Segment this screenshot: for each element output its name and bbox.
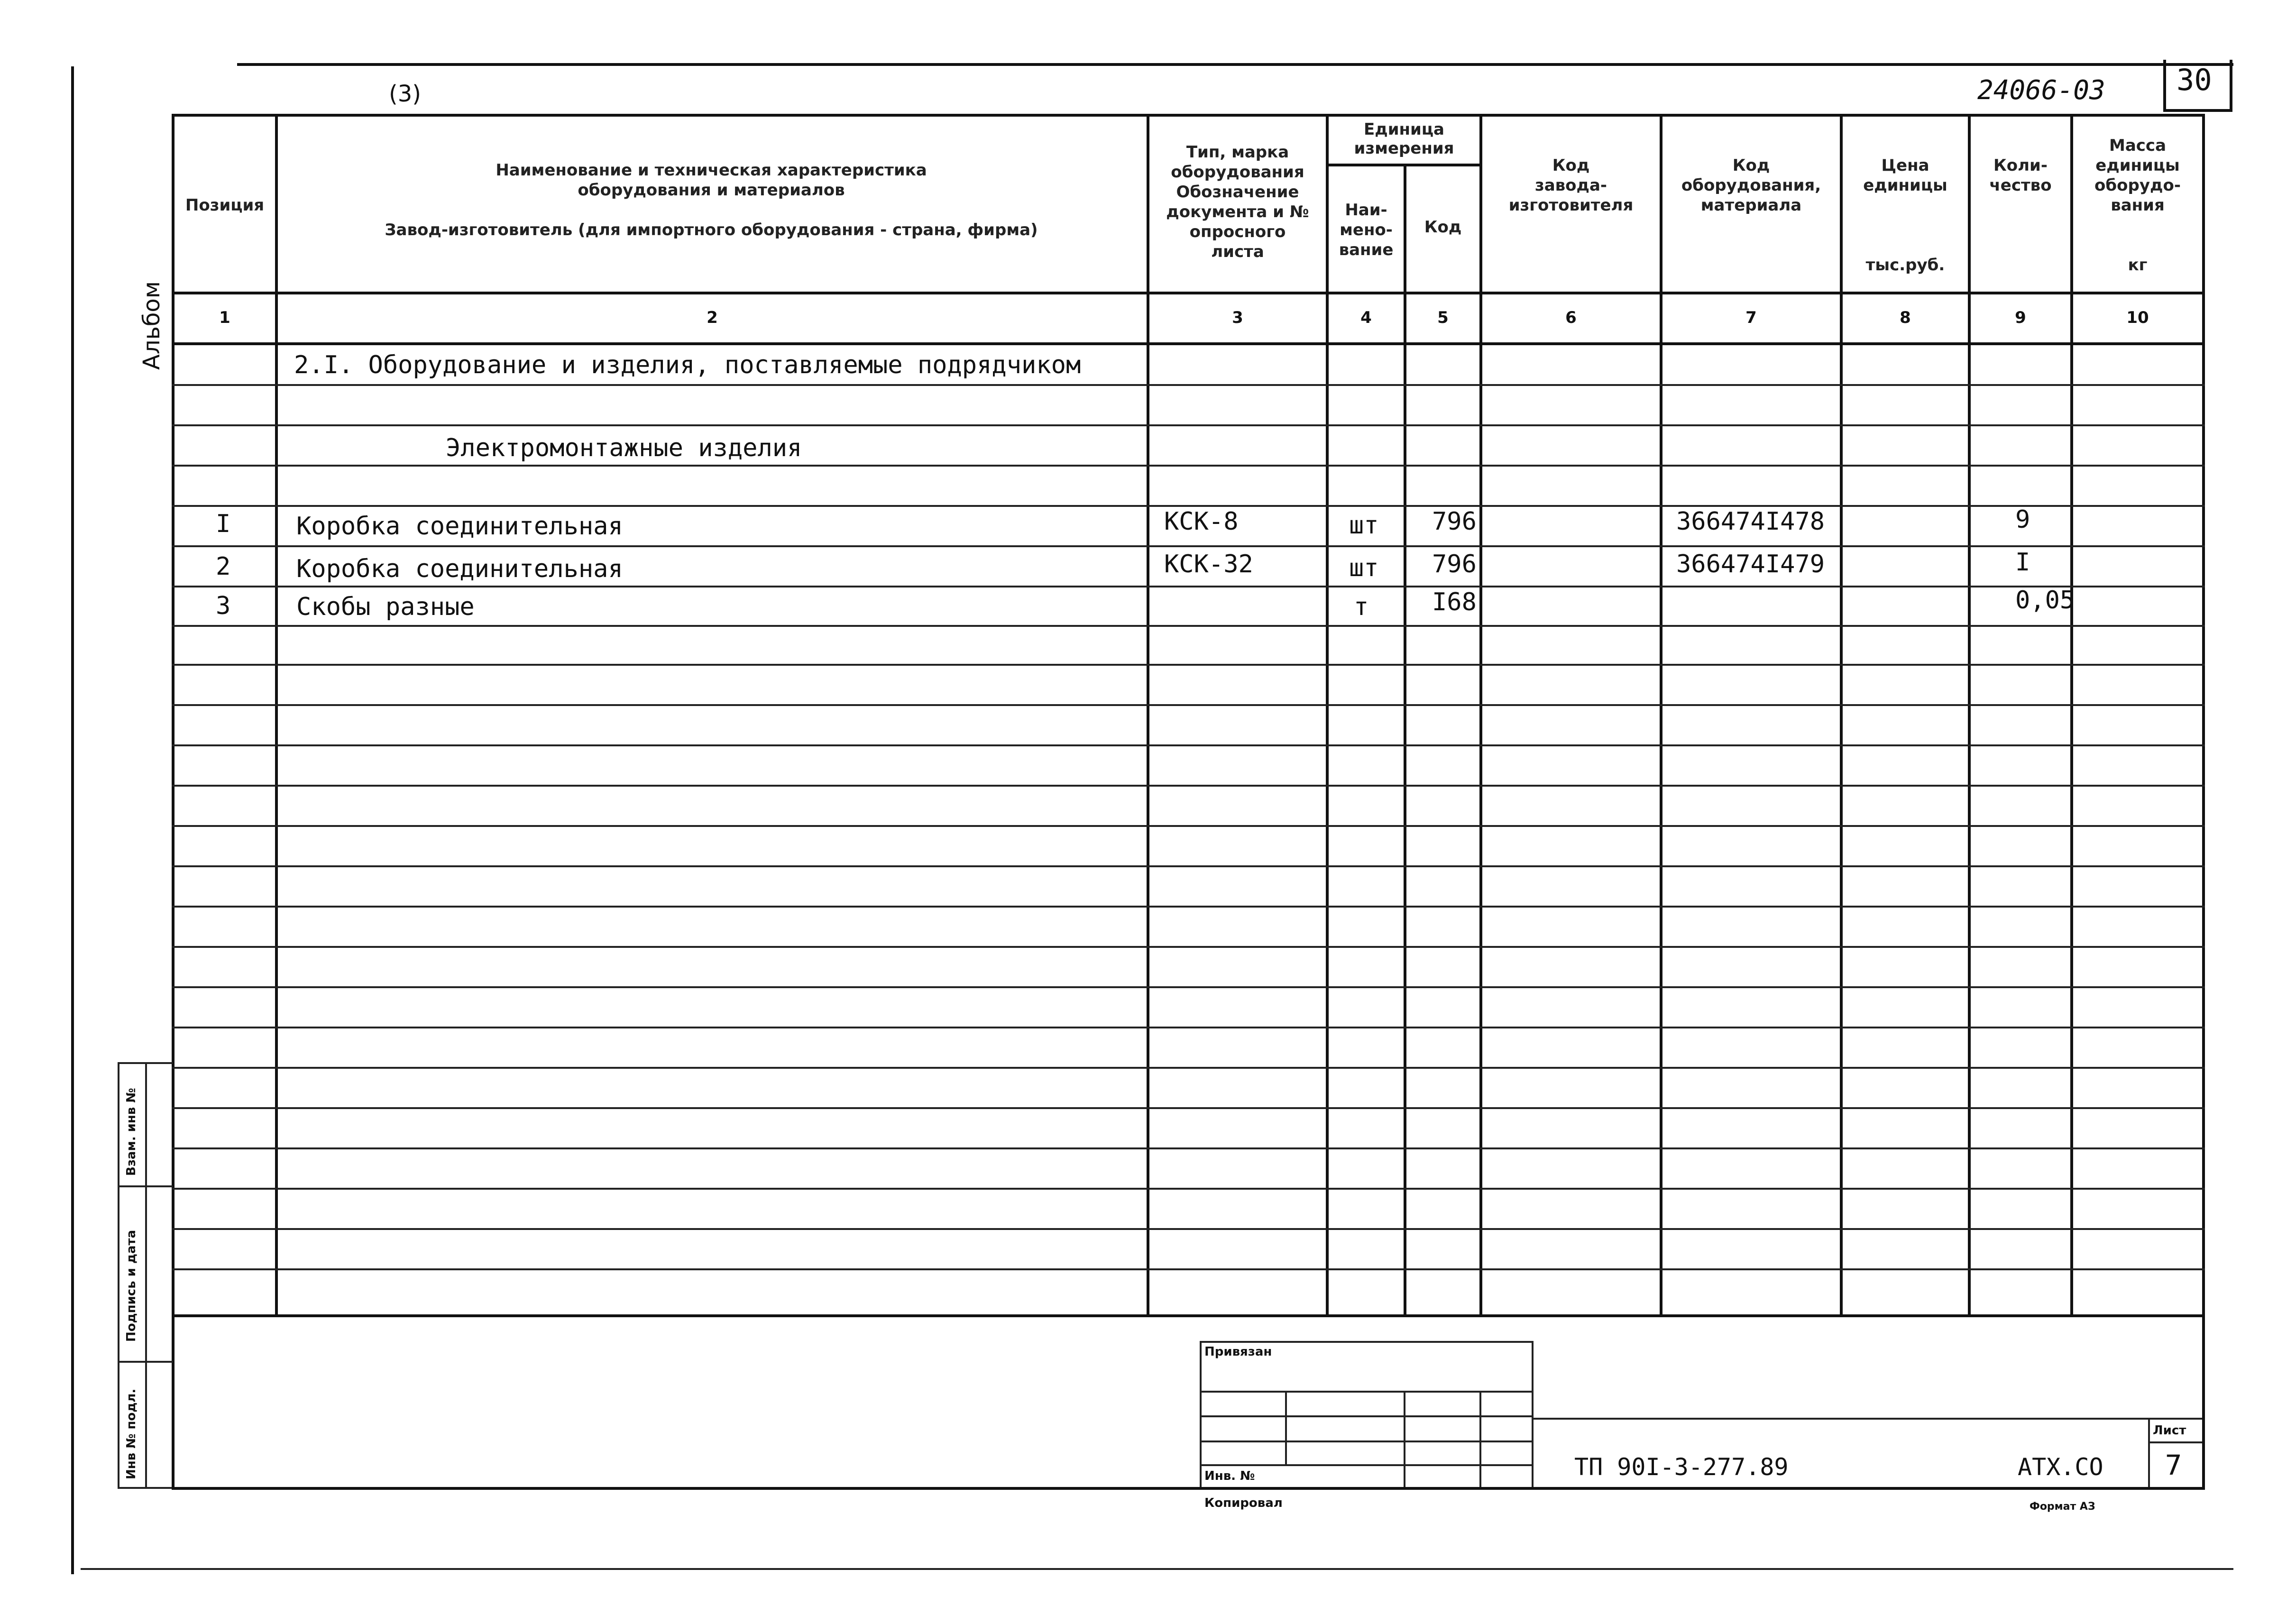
header-type-l2: оборудования xyxy=(1171,163,1304,182)
item2-code: 366474I479 xyxy=(1676,550,1825,578)
header-type-l5: опросного xyxy=(1189,222,1286,241)
table-row-line xyxy=(172,906,2205,908)
page-box-bottom xyxy=(2163,109,2232,112)
header-type-l1: Тип, марка xyxy=(1186,143,1289,162)
header-factory-l3: изготовителя xyxy=(1508,196,1634,215)
colnum-1: 1 xyxy=(219,308,230,327)
colnum-6: 6 xyxy=(1565,308,1577,327)
stamp-a-c3 xyxy=(1479,1391,1481,1487)
table-row-line xyxy=(172,586,2205,587)
table-row-line xyxy=(172,625,2205,627)
table-row-line xyxy=(172,986,2205,988)
margin-bottom xyxy=(118,1487,173,1489)
margin-vzam: Взам. инв № xyxy=(124,1088,138,1176)
item2-name: Коробка соединительная xyxy=(296,555,623,583)
item1-code: 366474I478 xyxy=(1676,507,1825,536)
header-name-line2: оборудования и материалов xyxy=(578,181,845,200)
col-div-5 xyxy=(1479,114,1482,1314)
table-row-line xyxy=(172,465,2205,467)
table-row-line xyxy=(172,825,2205,827)
item3-qty: 0,05 xyxy=(2015,586,2075,615)
header-mass-l3: оборудо- xyxy=(2094,176,2181,195)
table-header-bottom xyxy=(172,292,2205,294)
col-div-8 xyxy=(1968,114,1971,1314)
header-price-unit: тыс.руб. xyxy=(1865,256,1945,275)
header-name-line1: Наименование и техническая характеристика xyxy=(496,161,927,180)
header-mass-l2: единицы xyxy=(2095,156,2180,175)
header-position: Позиция xyxy=(185,196,265,215)
stamp-inv-no: Инв. № xyxy=(1204,1469,1255,1483)
col-div-7 xyxy=(1840,114,1843,1314)
section-title: 2.I. Оборудование и изделия, поставляемые подрядчиком xyxy=(294,351,1081,379)
stamp-sheet-mid xyxy=(2148,1441,2202,1443)
stamp-sheet-label: Лист xyxy=(2153,1423,2186,1438)
colnum-2: 2 xyxy=(707,308,718,327)
table-right xyxy=(2202,114,2205,1489)
stamp-a-r1 xyxy=(1200,1391,1534,1393)
stamp-a-top xyxy=(1200,1341,1534,1343)
item3-name: Скобы разные xyxy=(296,593,475,621)
item1-unit: шт xyxy=(1349,511,1379,540)
header-unit-l1: Единица xyxy=(1364,120,1444,139)
header-factory-l2: завода- xyxy=(1534,176,1607,195)
header-unitname-l3: вание xyxy=(1339,240,1394,259)
colnum-7: 7 xyxy=(1745,308,1757,327)
table-row-line xyxy=(172,1228,2205,1230)
item2-unit: шт xyxy=(1349,554,1379,582)
table-row-line xyxy=(172,1027,2205,1028)
item3-unit: т xyxy=(1354,593,1369,621)
header-qty-l2: чество xyxy=(1989,176,2052,195)
table-top xyxy=(172,114,2205,117)
header-mass-l1: Масса xyxy=(2109,136,2167,155)
group-title: Электромонтажные изделия xyxy=(446,434,802,462)
header-unitcode: Код xyxy=(1424,218,1462,237)
col-div-1 xyxy=(275,114,278,1314)
page-box-left xyxy=(2163,60,2166,112)
margin-col-left xyxy=(118,1062,119,1489)
stamp-sheet-no: 7 xyxy=(2165,1449,2182,1481)
header-name-line3: Завод-изготовитель (для импортного оборудования - страна, фирма) xyxy=(385,220,1038,239)
table-bottom xyxy=(172,1314,2205,1317)
header-factory-l1: Код xyxy=(1552,156,1590,175)
header-unitname-l2: мено- xyxy=(1340,220,1393,239)
page-box-right xyxy=(2230,60,2232,112)
table-row-line xyxy=(172,1268,2205,1270)
table-row-line xyxy=(172,744,2205,746)
margin-col-mid xyxy=(145,1062,147,1489)
stamp-sheet-left xyxy=(2148,1418,2150,1487)
outer-left-line xyxy=(71,66,74,1574)
header-code-l1: Код xyxy=(1732,156,1770,175)
item1-name: Коробка соединительная xyxy=(296,512,623,541)
item1-type: КСК-8 xyxy=(1164,507,1239,536)
colnum-9: 9 xyxy=(2015,308,2026,327)
table-row-line xyxy=(172,545,2205,547)
unit-sub-line xyxy=(1326,164,1482,166)
item1-pos: I xyxy=(216,510,231,538)
item2-type: КСК-32 xyxy=(1164,550,1253,578)
table-row-line xyxy=(172,1188,2205,1190)
header-price-l2: единицы xyxy=(1863,176,1947,195)
table-row-line xyxy=(172,946,2205,948)
table-row-line xyxy=(172,704,2205,706)
header-code-l2: оборудования, xyxy=(1681,176,1821,195)
stamp-mark: АТХ.СО xyxy=(2018,1453,2103,1481)
item2-unitcode: 796 xyxy=(1432,550,1477,578)
stamp-project: ТП 90I-3-277.89 xyxy=(1574,1453,1789,1481)
item2-qty: I xyxy=(2015,548,2030,577)
table-numrow-bottom xyxy=(172,342,2205,345)
item1-unitcode: 796 xyxy=(1432,507,1477,536)
header-type-l6: листа xyxy=(1211,242,1264,261)
header-unit-l2: измерения xyxy=(1354,139,1454,158)
col-div-4 xyxy=(1404,164,1406,1314)
stamp-right-top xyxy=(1534,1418,2202,1420)
outer-bottom-line xyxy=(81,1568,2233,1570)
header-mass-l4: вания xyxy=(2111,196,2165,215)
item3-unitcode: I68 xyxy=(1432,588,1477,616)
stamp-copied: Копировал xyxy=(1204,1496,1283,1510)
header-code-l3: материала xyxy=(1700,196,1802,215)
colnum-5: 5 xyxy=(1437,308,1449,327)
table-row-line xyxy=(172,664,2205,666)
col-div-2 xyxy=(1147,114,1149,1314)
col-div-9 xyxy=(2070,114,2073,1314)
item2-pos: 2 xyxy=(216,552,231,581)
table-row-line xyxy=(172,384,2205,386)
margin-div1 xyxy=(118,1185,173,1187)
header-unitname-l1: Наи- xyxy=(1345,201,1387,220)
page-number: 30 xyxy=(2177,63,2212,97)
outer-top-line xyxy=(237,63,2233,66)
margin-inv-podl: Инв № подл. xyxy=(124,1388,138,1479)
stamp-a-r3 xyxy=(1200,1440,1534,1442)
header-mass-unit: кг xyxy=(2128,256,2148,275)
colnum-8: 8 xyxy=(1900,308,1911,327)
col-div-6 xyxy=(1660,114,1662,1314)
stamp-a-r2 xyxy=(1200,1415,1534,1417)
margin-div2 xyxy=(118,1361,173,1363)
header-type-l4: документа и № xyxy=(1166,202,1309,221)
table-row-line xyxy=(172,1067,2205,1069)
stamp-format: Формат АЗ xyxy=(2030,1501,2095,1513)
side-label: Альбом xyxy=(138,281,165,370)
table-row-line xyxy=(172,785,2205,787)
stamp-a-c2 xyxy=(1404,1391,1405,1487)
margin-top xyxy=(118,1062,173,1064)
table-row-line xyxy=(172,865,2205,867)
table-row-line xyxy=(172,505,2205,507)
table-row-line xyxy=(172,1147,2205,1149)
stamp-a-r4 xyxy=(1200,1464,1534,1466)
header-qty-l1: Коли- xyxy=(1993,156,2048,175)
stamp-privyazan: Привязан xyxy=(1204,1345,1272,1359)
table-row-line xyxy=(172,424,2205,426)
item3-pos: 3 xyxy=(216,592,231,620)
margin-podpis: Подпись и дата xyxy=(124,1229,138,1342)
colnum-4: 4 xyxy=(1360,308,1372,327)
header-price-l1: Цена xyxy=(1881,156,1929,175)
colnum-3: 3 xyxy=(1232,308,1243,327)
item1-qty: 9 xyxy=(2015,505,2030,534)
table-row-line xyxy=(172,1107,2205,1109)
section-marker: (3) xyxy=(389,81,421,107)
stamp-bottom xyxy=(172,1487,2205,1490)
header-type-l3: Обозначение xyxy=(1176,183,1299,202)
doc-code: 24066-03 xyxy=(1977,75,2105,106)
colnum-10: 10 xyxy=(2126,308,2149,327)
col-div-3 xyxy=(1326,114,1329,1314)
stamp-a-c1 xyxy=(1285,1391,1287,1464)
